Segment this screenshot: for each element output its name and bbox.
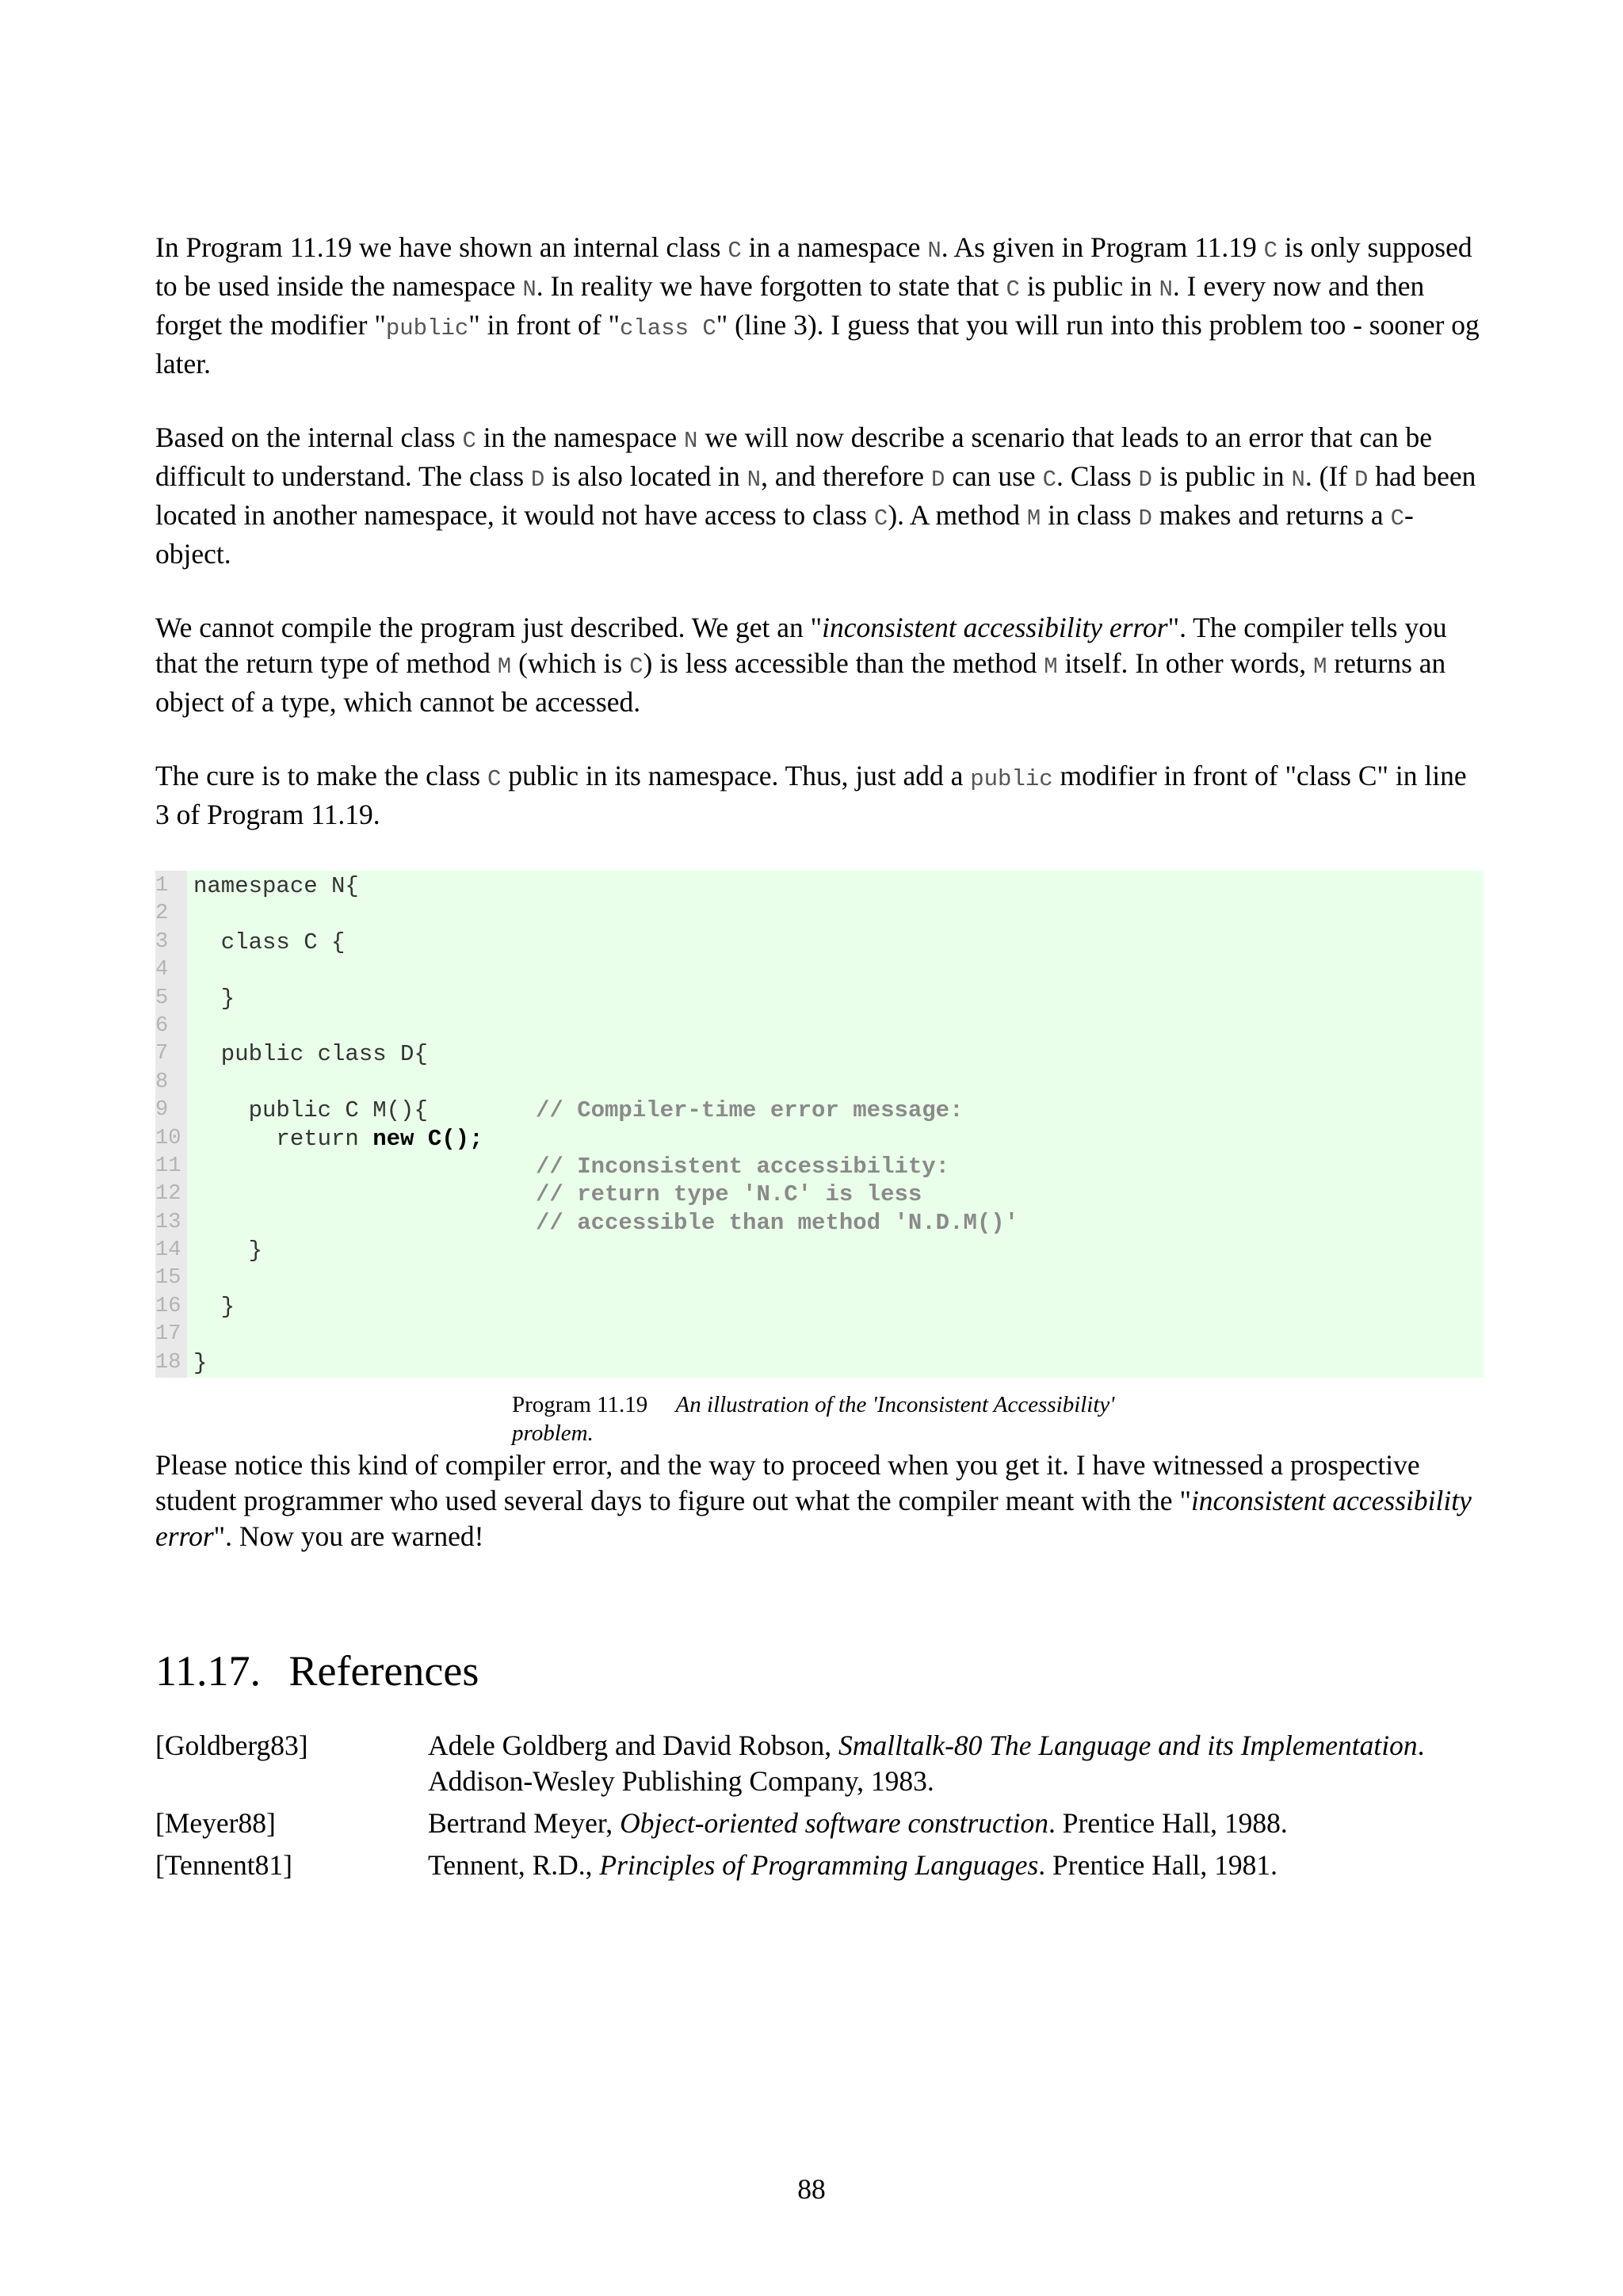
code-comment: // accessible than method 'N.D.M()' [536, 1209, 1019, 1236]
closing-paragraph [155, 1447, 1487, 1554]
inline-code: M [1026, 505, 1041, 532]
text-run: . In reality we have forgotten to state that [536, 270, 1006, 302]
text-run: . As given in Program 11.19 [941, 231, 1264, 263]
code-line [155, 900, 1484, 928]
code-comment: // Compiler-time error message: [536, 1097, 964, 1124]
text-run: in class [1041, 499, 1139, 531]
program-listing [155, 871, 1484, 1378]
body-paragraphs [155, 230, 1487, 833]
text-run: ) is less accessible than the method [643, 647, 1044, 679]
code-comment: // Inconsistent accessibility: [536, 1153, 950, 1180]
code-line [155, 1321, 1484, 1348]
emphasis-text: Smalltalk-80 The Language and its Implementation [838, 1730, 1418, 1761]
inline-code: C [1006, 277, 1020, 303]
reference-key: [Meyer88] [155, 1807, 276, 1839]
line-number: 1 [155, 874, 169, 898]
code-text [193, 1293, 235, 1321]
page-number: 88 [797, 2173, 826, 2205]
code-text [193, 1349, 207, 1377]
text-run: is only supposed to be used inside the namespace [155, 231, 1472, 302]
line-number: 11 [155, 1154, 181, 1178]
inline-code: C [1263, 238, 1278, 264]
reference-citation [428, 1806, 1487, 1848]
text-run: makes and returns a [1151, 499, 1391, 531]
code-text [193, 872, 359, 900]
code-line [155, 1069, 1484, 1097]
inline-code: C [873, 505, 888, 532]
text-run: . Addison-Wesley Publishing Company, 1983. [428, 1730, 1425, 1797]
line-number: 15 [155, 1266, 181, 1291]
section-heading [155, 1646, 1487, 1696]
emphasis-text: inconsistent accessibility error [822, 612, 1168, 643]
text-run: Please notice this kind of compiler error, and the way to proceed when you get it. I have witnessed a prospective student programmer who used several days to figure out what the compiler meant with the " [155, 1449, 1420, 1516]
caption-label: Program 11.19 [512, 1392, 648, 1417]
code-line [155, 929, 1484, 956]
inline-code: N [747, 467, 762, 493]
inline-code: N [1159, 277, 1173, 303]
emphasis-text: inconsistent accessibility error [155, 1485, 1472, 1552]
inline-code: D [930, 467, 945, 493]
line-number: 9 [155, 1098, 169, 1123]
line-number: 2 [155, 902, 169, 926]
inline-code: class C [619, 315, 716, 341]
page-content [155, 230, 1487, 1890]
code-text [193, 985, 235, 1013]
code-text [193, 1237, 262, 1264]
references-list [155, 1728, 1487, 1890]
code-line [155, 1153, 1484, 1180]
text-run: In Program 11.19 we have shown an internal class [155, 231, 728, 263]
code-fragment: } [193, 1293, 235, 1320]
inline-code: D [530, 467, 545, 493]
text-run: is also located in [544, 460, 747, 492]
line-number: 6 [155, 1013, 169, 1038]
line-number: 14 [155, 1238, 181, 1263]
text-run: public in its namespace. Thus, just add a [501, 760, 971, 791]
code-line [155, 1264, 1484, 1292]
line-number: 10 [155, 1126, 181, 1150]
text-run: in a namespace [741, 231, 928, 263]
inline-code: public [970, 766, 1053, 792]
inline-code: C [1042, 467, 1056, 493]
text-run: is public in [1019, 270, 1159, 302]
code-comment: // return type 'N.C' is less [536, 1181, 922, 1208]
line-number: 4 [155, 958, 169, 982]
inline-code: D [1138, 467, 1152, 493]
code-line [155, 1237, 1484, 1264]
line-number: 7 [155, 1042, 169, 1066]
inline-code: N [522, 277, 537, 303]
inline-code: public [385, 315, 469, 341]
section-number: 11.17. [155, 1647, 261, 1695]
line-number: 8 [155, 1070, 169, 1094]
text-run: -object. [155, 499, 1414, 570]
emphasis-text: Principles of Programming Languages [599, 1849, 1039, 1881]
code-line [155, 1040, 1484, 1068]
code-text [193, 1040, 428, 1068]
text-run: Based on the internal class [155, 421, 463, 453]
code-text [193, 1097, 428, 1124]
text-run: had been located in another namespace, it would not have access to class [155, 460, 1476, 531]
code-fragment: public C M(){ [193, 1097, 428, 1124]
paragraph [155, 758, 1487, 833]
inline-code: C [1390, 505, 1404, 532]
code-fragment: } [193, 985, 235, 1012]
text-run: Tennent, R.D., [428, 1849, 600, 1881]
line-number: 13 [155, 1210, 181, 1234]
reference-citation [428, 1728, 1487, 1806]
inline-code: C [487, 766, 502, 792]
section-title: References [288, 1647, 479, 1695]
text-run: (which is [511, 647, 630, 679]
code-line [155, 1125, 1484, 1153]
code-line [155, 1013, 1484, 1040]
reference-key: [Tennent81] [155, 1849, 292, 1881]
text-run: " (line 3). I guess that you will run into this problem too - sooner og later. [155, 309, 1480, 379]
emphasis-text: Object-oriented software construction [620, 1807, 1049, 1839]
code-line [155, 1180, 1484, 1208]
inline-code: N [684, 428, 698, 454]
paragraph [155, 420, 1487, 572]
reference-entry [155, 1728, 1487, 1806]
line-number: 17 [155, 1322, 181, 1347]
line-number: 16 [155, 1294, 181, 1318]
text-run: can use [945, 460, 1043, 492]
inline-code: C [629, 654, 643, 680]
reference-key: [Goldberg83] [155, 1730, 308, 1761]
inline-code: M [497, 654, 512, 680]
text-run: We cannot compile the program just described. We get an " [155, 612, 823, 643]
inline-code: D [1354, 467, 1369, 493]
reference-entry [155, 1848, 1487, 1890]
text-run: . Prentice Hall, 1981. [1038, 1849, 1277, 1881]
code-line [155, 1349, 1484, 1377]
text-run: itself. In other words, [1057, 647, 1314, 679]
text-run: ". Now you are warned! [213, 1520, 484, 1552]
line-number: 12 [155, 1182, 181, 1207]
inline-code: M [1313, 654, 1327, 680]
code-keyword: new C(); [372, 1125, 483, 1152]
text-run: , and therefore [761, 460, 931, 492]
inline-code: N [927, 238, 941, 264]
inline-code: D [1138, 505, 1152, 532]
text-run: we will now describe a scenario that leads to an error that can be difficult to understand. The class [155, 421, 1433, 492]
program-caption [512, 1390, 1193, 1447]
text-run: in the namespace [475, 421, 685, 453]
code-line [155, 1293, 1484, 1321]
reference-citation [428, 1848, 1487, 1890]
text-run: The cure is to make the class [155, 760, 487, 791]
inline-code: M [1044, 654, 1058, 680]
paragraph [155, 230, 1487, 382]
code-line [155, 871, 1484, 900]
code-line [155, 956, 1484, 984]
inline-code: N [1291, 467, 1305, 493]
text-run: . I every now and then forget the modifier " [155, 270, 1425, 341]
code-fragment: return [193, 1125, 373, 1152]
line-number: 3 [155, 929, 169, 954]
caption-text: An illustration of the 'Inconsistent Accessibility' problem. [512, 1392, 1115, 1446]
text-run: modifier in front of "class C" in line 3 of Program 11.19. [155, 760, 1467, 830]
code-line [155, 1097, 1484, 1124]
code-line [155, 1209, 1484, 1237]
text-run: Bertrand Meyer, [428, 1807, 621, 1839]
text-run: . Class [1056, 460, 1139, 492]
code-text [193, 1125, 483, 1153]
code-text [193, 929, 345, 956]
text-run: Adele Goldberg and David Robson, [428, 1730, 838, 1761]
text-run: is public in [1151, 460, 1292, 492]
text-run: . Prentice Hall, 1988. [1048, 1807, 1288, 1839]
code-fragment: } [193, 1349, 208, 1376]
code-fragment: class C { [193, 929, 346, 955]
reference-entry [155, 1806, 1487, 1848]
text-run: ". The compiler tells you that the return type of method [155, 612, 1447, 679]
text-run: returns an object of a type, which cannot be accessed. [155, 647, 1446, 718]
text-run: ). A method [888, 499, 1027, 531]
code-fragment: } [193, 1238, 263, 1264]
inline-code: C [727, 238, 742, 264]
code-line [155, 985, 1484, 1013]
code-fragment: public class D{ [193, 1041, 428, 1068]
inline-code: C [462, 428, 476, 454]
text-run: " in front of " [468, 309, 620, 341]
line-number: 18 [155, 1350, 181, 1375]
text-run: . (If [1304, 460, 1354, 492]
code-fragment: namespace N{ [193, 873, 359, 899]
paragraph [155, 610, 1487, 720]
line-number: 5 [155, 986, 169, 1010]
